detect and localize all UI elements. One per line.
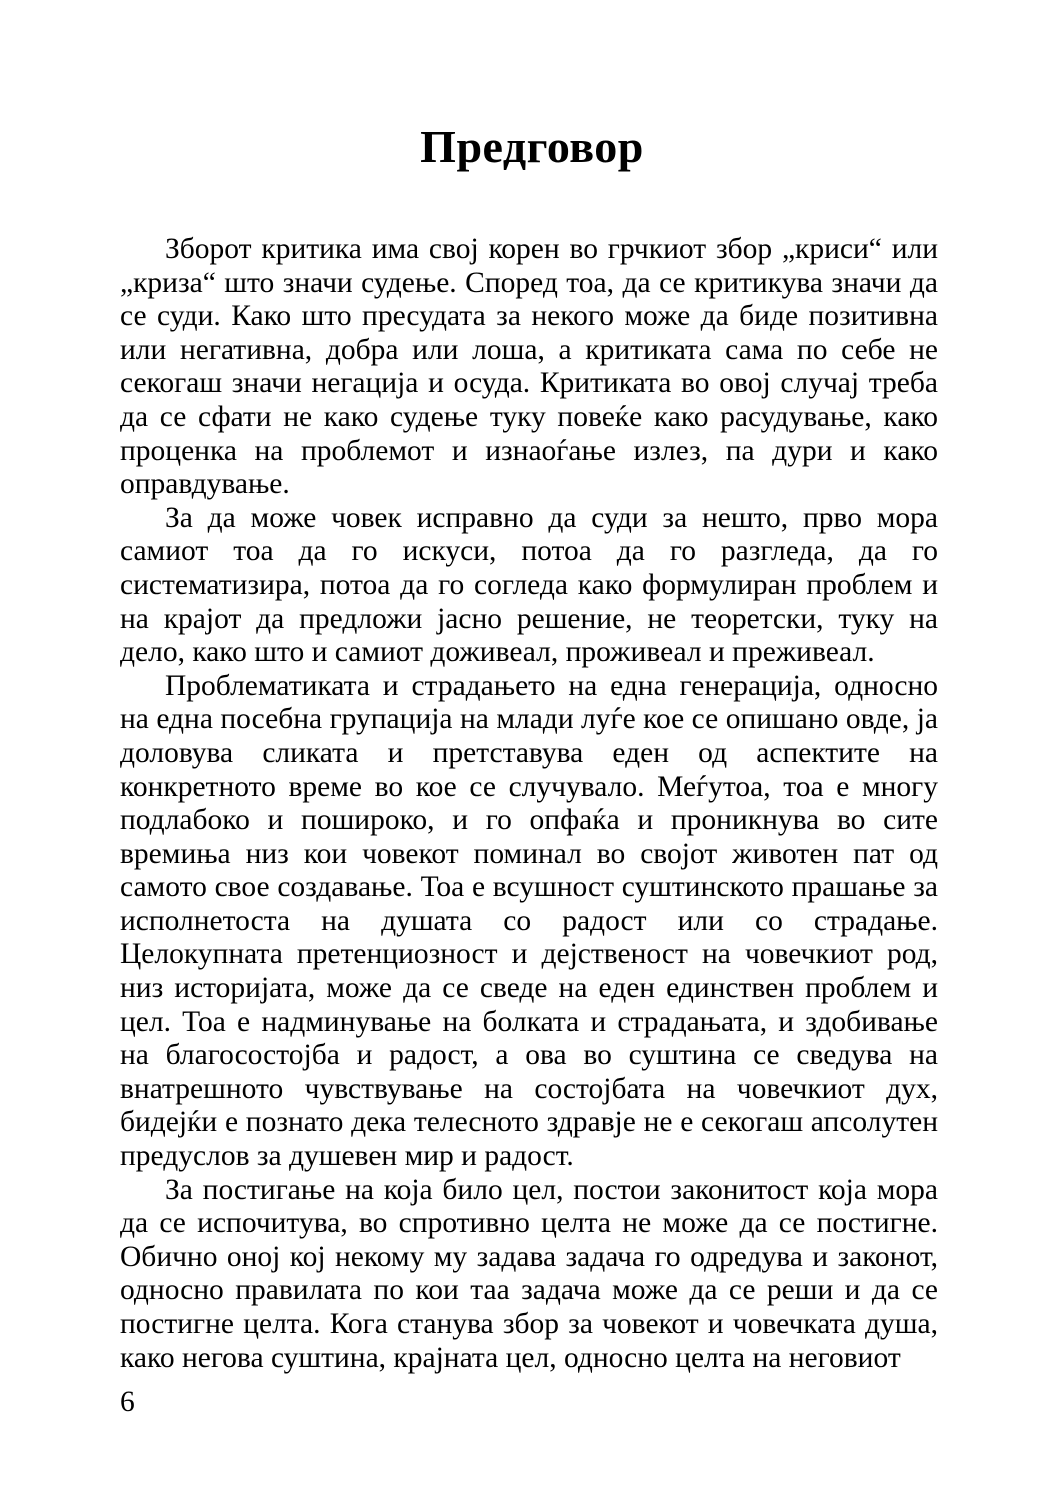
paragraph-1: Зборот критика има свој корен во грчкиот збор „криси“ или „криза“ што значи судење. Според тоа, да се критикува значи да се суди. Како што пресудата за некого може да биде позитивна или негативна, добра или лоша, а критиката сама по себе не секогаш значи негација и осуда. Критиката во овој случај треба да се сфати не како судење туку повеќе како расудување, како проценка на проблемот и изнаоѓање излез, па дури и како оправдување. [120, 233, 938, 501]
paragraph-2: За да може човек исправно да суди за нешто, прво мора самиот тоа да го искуси, потоа да го разгледа, да го систематизира, потоа да го согледа како формулиран проблем и на крајот да предложи јасно решение, не теоретски, туку на дело, како што и самиот доживеал, проживеал и преживеал. [120, 501, 938, 669]
paragraph-3: Проблематиката и страдањето на една генерација, односно на една посебна групација на млади луѓе кое се опишано овде, ја доловува сликата и претставува еден од аспектите на конкретното време во кое се случувало. Меѓутоа, тоа е многу подлабоко и пошироко, и го опфаќа и проникнува во сите времиња низ кои човекот поминал во својот животен пат од самото свое создавање. Тоа е всушност суштинското прашање за исполнетоста на душата со радост или со страдање. Целокупната претенциозност и дејственост на човечкиот род, низ историјата, може да се сведе на еден единствен проблем и цел. Тоа е надминување на болката и страдањата, и здобивање на благосостојба и радост, а ова во суштина се сведува на внатрешното чувствување на состојбата на човечкиот дух, бидејќи е познато дека телесното здравје не е секогаш апсолутен предуслов за душевен мир и радост. [120, 669, 938, 1173]
page-title: Предговор [420, 121, 644, 172]
preface-body [120, 233, 938, 1375]
page-number: 6 [120, 1386, 135, 1418]
paragraph-4: За постигање на која било цел, постои законитост која мора да се испочитува, во спротивно целта не може да се постигне. Обично оној кој некому му задава задача го одредува и законот, односно правилата по кои таа задача може да се реши и да се постигне целта. Кога станува збор за човекот и човечката душа, како негова суштина, крајната цел, односно целта на неговиот [120, 1173, 938, 1374]
